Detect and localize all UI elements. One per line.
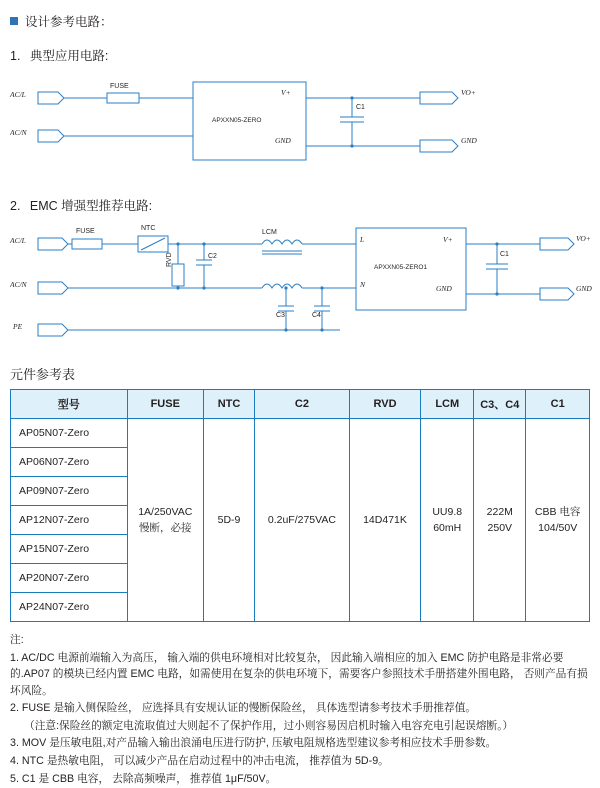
label-acl: AC/L [10,90,26,99]
label-acl-2: AC/L [10,236,26,245]
label-module-2: APXXN05-ZERO1 [374,264,428,271]
label-rvd: RVD [166,252,173,267]
notes-title: 注: [10,634,24,646]
cell-rvd: 14D471K [349,419,420,622]
cell-c1 [526,419,590,622]
note-item-2: 2. FUSE 是输入侧保险丝， 应选择具有安规认证的慢断保险丝， 具体选型请参考技术手册推荐值。 [10,702,477,715]
label-c2: C2 [208,253,217,260]
component-reference-table [10,389,590,622]
cell-fuse [127,419,203,622]
cell-lcm [421,419,474,622]
label-vo-2: VO+ [576,234,591,243]
section-1-number: 1. [10,49,21,63]
label-c1: C1 [356,104,365,111]
label-fuse: FUSE [110,83,129,90]
cell-c34-line1: 222M [486,505,513,518]
cell-model: AP05N07-Zero [11,419,128,448]
label-l-pin: L [360,235,365,244]
th-lcm: LCM [421,390,474,419]
cell-model: AP15N07-Zero [11,535,128,564]
cell-fuse-line2: 慢断，必接 [138,522,192,534]
circuit-diagram-emc [0,220,600,350]
label-vo: VO+ [461,88,476,97]
note-item-2-sub: （注意:保险丝的额定电流取值过大则起不了保护作用，过小则容易因启机时输入电容充电引起误熔断。） [24,719,514,732]
cell-model: AP24N07-Zero [11,593,128,622]
circuit-diagram-typical [0,70,600,180]
cell-model: AP09N07-Zero [11,477,128,506]
th-c2: C2 [255,390,350,419]
label-gnd-pin: GND [275,136,291,145]
section-1-heading [10,46,600,64]
note-item-1: 1. AC/DC 电源前端输入为高压， 输入端的供电环境相对比较复杂， 因此输入端相应的加入 EMC 防护电路是非常必要的.AP07 的模块已经内置 EMC 电路，如需使用在复杂的供电环境下，需要客户参照技术手册搭建外围电路， 否则产品有损坏风险。 [10,651,588,697]
cell-model: AP06N07-Zero [11,448,128,477]
label-ntc: NTC [141,225,156,232]
label-vplus: V+ [281,88,291,97]
label-c4: C4 [312,312,321,319]
section-1-title: 典型应用电路: [29,49,109,63]
th-rvd: RVD [349,390,420,419]
section-header [0,0,600,30]
th-c1: C1 [526,390,590,419]
label-gnd-out-2: GND [576,284,592,293]
table-row [11,419,590,448]
label-vplus-2: V+ [443,235,453,244]
cell-c1-line2: 104/50V [538,522,578,534]
cell-c34 [474,419,526,622]
cell-model: AP12N07-Zero [11,506,128,535]
label-module-1: APXXN05-ZERO [212,117,262,124]
circuit-2-svg [0,220,600,350]
page-title: 设计参考电路： [25,15,113,29]
cell-fuse-line1: 1A/250VAC [138,505,193,518]
label-lcm: LCM [262,229,277,236]
cell-lcm-line1: UU9.8 [432,505,463,518]
label-fuse-2: FUSE [76,228,95,235]
section-2-title: EMC 增强型推荐电路: [29,199,153,213]
label-acn: AC/N [10,128,27,137]
note-item-3: 3. MOV 是压敏电阻,对产品输入输出浪涌电压进行防护, 压敏电阻规格选型建议参考相应技术手册参数。 [10,737,497,750]
notes-block [10,632,590,787]
th-model: 型号 [11,390,128,419]
label-n-pin: N [360,280,366,289]
label-c3: C3 [276,312,285,319]
th-c34: C3、C4 [474,390,526,419]
section-2-heading [10,196,600,214]
cell-ntc: 5D-9 [203,419,254,622]
label-gnd-pin-2: GND [436,284,452,293]
note-item-5: 5. C1 是 CBB 电容， 去除高频噪声， 推荐值 1μF/50V。 [10,772,277,785]
circuit-1-svg [0,70,600,180]
th-ntc: NTC [203,390,254,419]
bullet-square-icon [10,17,18,25]
cell-c34-line2: 250V [487,522,513,534]
section-2-number: 2. [10,199,21,213]
table-header-row [11,390,590,419]
cell-model: AP20N07-Zero [11,564,128,593]
label-pe: PE [13,322,23,331]
cell-lcm-line2: 60mH [433,522,462,534]
table-title: 元件参考表 [10,367,76,382]
note-item-4: 4. NTC 是热敏电阻， 可以减少产品在启动过程中的冲击电流， 推荐值为 5D-9。 [10,755,389,768]
label-acn-2: AC/N [10,280,27,289]
cell-c2: 0.2uF/275VAC [255,419,350,622]
th-fuse: FUSE [127,390,203,419]
label-c1-2: C1 [500,251,509,258]
cell-c1-line1: CBB 电容 [534,505,581,518]
label-gnd-out: GND [461,136,477,145]
